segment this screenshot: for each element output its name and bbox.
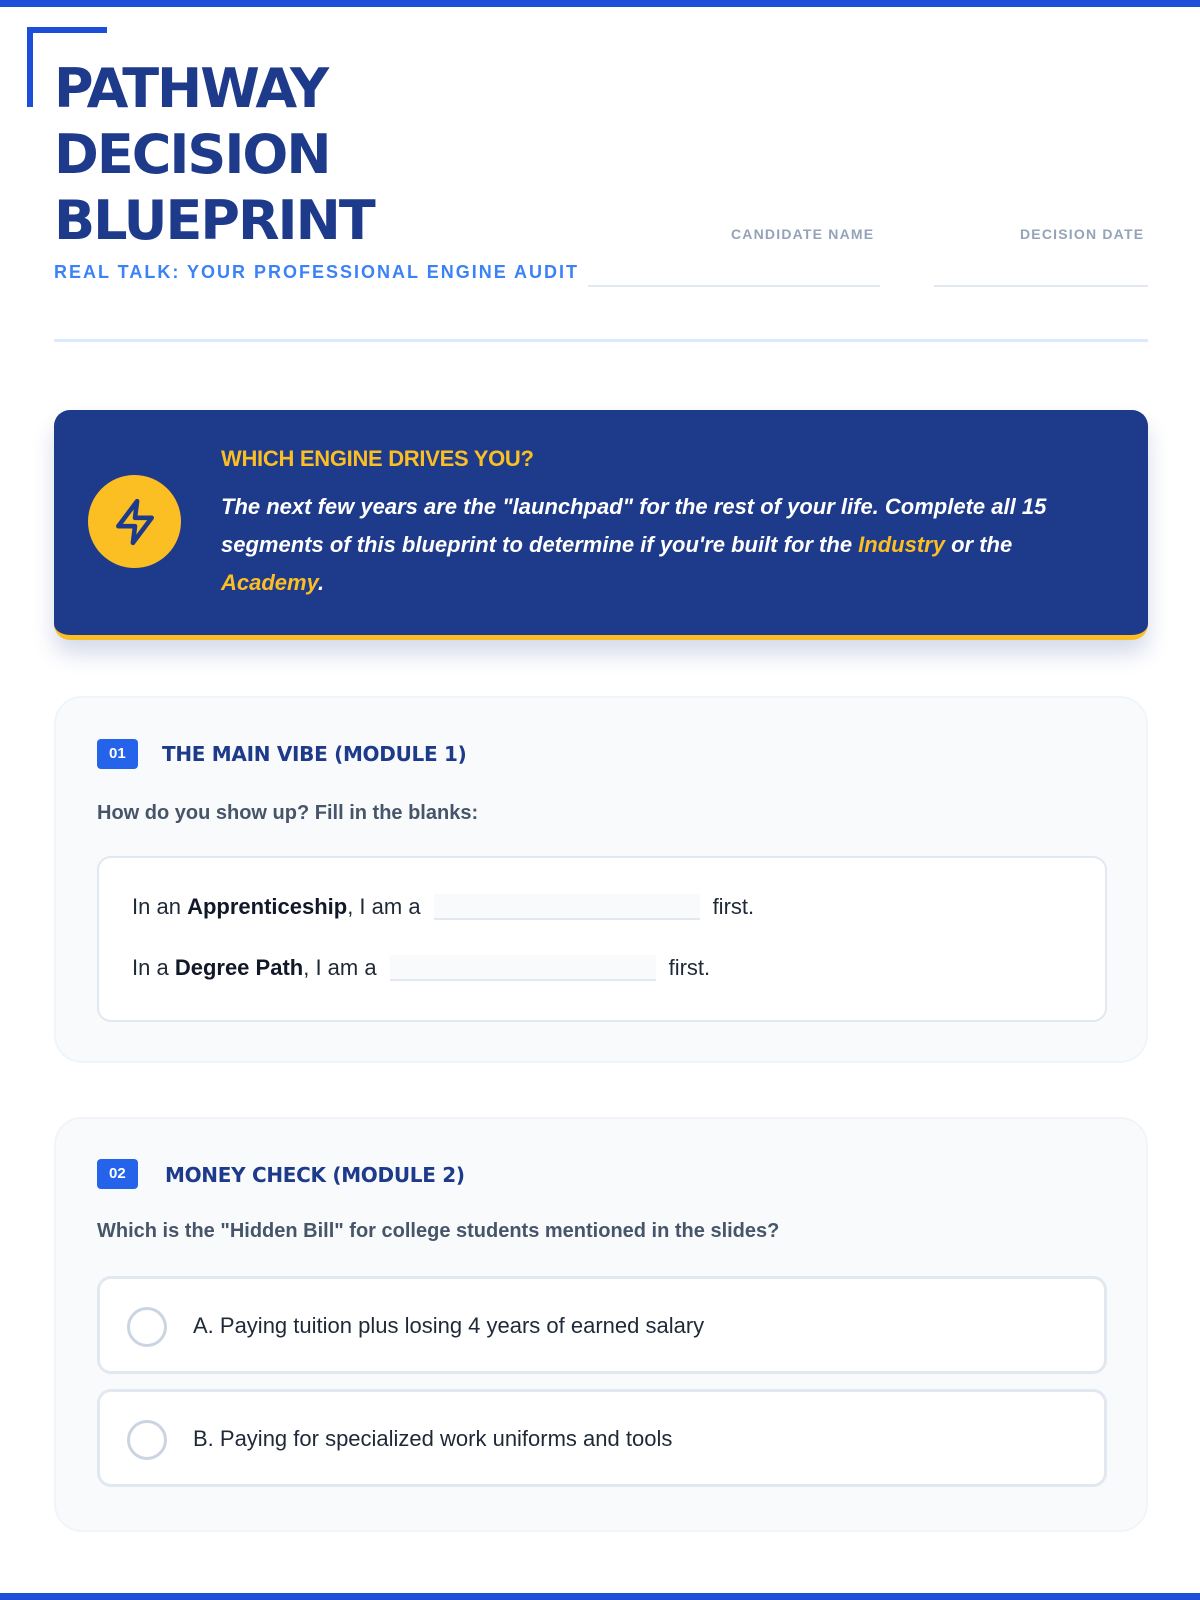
option-label: B. Paying for specialized work uniforms and tools [193, 1426, 673, 1451]
title-line-1: PATHWAY [54, 57, 328, 120]
intro-banner [54, 410, 1148, 640]
apprenticeship-blank-input[interactable] [434, 894, 700, 920]
candidate-name-field[interactable] [588, 285, 880, 287]
row-middle: , I am a [303, 955, 377, 980]
fill-in-blanks-box [97, 856, 1107, 1022]
radio-button[interactable] [127, 1307, 167, 1347]
banner-text-part-1: The next few years are the "launchpad" for the rest of your life. Complete all 15 segments of this blueprint to determine if you're built for the [221, 494, 1047, 557]
module-number-badge: 02 [97, 1159, 138, 1189]
row-suffix: first. [712, 894, 755, 919]
option-label: A. Paying tuition plus losing 4 years of earned salary [193, 1313, 705, 1338]
header-divider [54, 339, 1148, 342]
page-subtitle: REAL TALK: YOUR PROFESSIONAL ENGINE AUDIT [54, 262, 580, 282]
title-line-3: BLUEPRINT [54, 189, 374, 252]
title-line-2: DECISION [54, 123, 330, 186]
module-2-card [54, 1117, 1148, 1532]
banner-text-part-2: or the [944, 532, 1013, 557]
industry-highlight: Industry [858, 532, 945, 557]
candidate-name-label: CANDIDATE NAME [731, 226, 875, 242]
row-prefix: In an [132, 894, 181, 919]
row-keyword: Degree Path [174, 955, 304, 980]
radio-button[interactable] [127, 1420, 167, 1460]
answer-option-a[interactable] [97, 1276, 1107, 1374]
row-suffix: first. [668, 955, 711, 980]
decision-date-label: DECISION DATE [1020, 226, 1145, 242]
lightning-bolt-icon [88, 475, 181, 568]
module-1-title: THE MAIN VIBE (MODULE 1) [162, 742, 467, 766]
top-accent-bar [0, 0, 1200, 7]
banner-text [221, 488, 1101, 602]
decision-date-field[interactable] [934, 285, 1148, 287]
module-2-prompt: Which is the "Hidden Bill" for college students mentioned in the slides? [97, 1220, 780, 1242]
module-1-prompt: How do you show up? Fill in the blanks: [97, 802, 479, 824]
module-2-title: MONEY CHECK (MODULE 2) [165, 1163, 465, 1187]
row-keyword: Apprenticeship [187, 894, 348, 919]
row-prefix: In a [132, 955, 169, 980]
banner-text-part-3: . [318, 570, 325, 595]
academy-highlight: Academy [221, 570, 319, 595]
row-middle: , I am a [347, 894, 421, 919]
fill-row-apprenticeship [132, 894, 754, 920]
bottom-accent-bar [0, 1593, 1200, 1600]
degree-path-blank-input[interactable] [390, 955, 656, 981]
module-1-card [54, 696, 1148, 1063]
fill-row-degree-path [132, 955, 710, 981]
module-number-badge: 01 [97, 739, 138, 769]
banner-title: WHICH ENGINE DRIVES YOU? [221, 446, 534, 471]
answer-option-b[interactable] [97, 1389, 1107, 1487]
page-title [54, 56, 574, 254]
